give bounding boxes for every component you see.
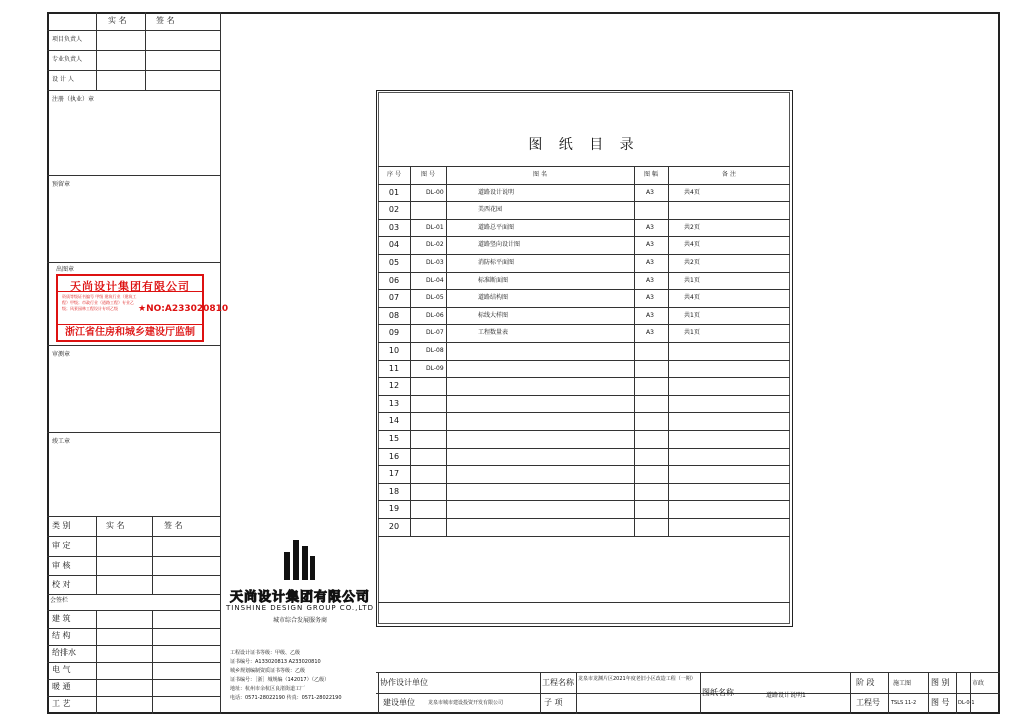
project-name-label: 工程名称 [542,678,574,687]
catalog-header: 图 幅 [644,171,658,178]
catalog-cell: 09 [388,328,400,338]
catalog-cell: 13 [388,398,400,408]
stamp-issuer: 浙江省住房和城乡建设厅监制 [65,327,195,338]
audit-label: 审 核 [52,561,71,570]
stamp-details: 资质等级证书编号 甲级 建筑行业（建筑工程）甲级；市政行业（道路工程）专业乙级；风景园林工程设计专项乙级 [62,294,137,311]
catalog-header: 图 名 [533,171,547,178]
catalog-cell: 标准断面图 [478,276,509,284]
catalog-cell: DL-00 [426,188,444,196]
company-info-1: 工程设计证书等级：甲级、乙级 [230,650,301,656]
sign-signature-header: 签 名 [164,521,183,530]
subitem-label: 子 项 [544,698,563,707]
catalog-cell: 道路总平面图 [478,223,515,231]
catalog-cell: DL-07 [426,329,444,337]
catalog-cell: DL-05 [426,294,444,302]
cs-structure: 结 构 [52,631,71,640]
drawing-no-label: 图 号 [931,698,950,707]
company-logo-icon [282,538,316,582]
project-no-label: 工程号 [856,698,880,707]
left-panel-border [220,12,221,714]
project-leader-label: 项目负责人 [52,36,83,43]
designer-label: 设 计 人 [52,76,74,83]
catalog-cell: 19 [388,504,400,514]
cs-plumbing: 给排水 [52,648,76,657]
reserved-seal-label: 预留章 [52,181,71,188]
catalog-cell: DL-08 [426,347,444,354]
catalog-cell: 共2页 [684,259,700,266]
catalog-cell: DL-04 [426,276,444,284]
catalog-cell: 共1页 [684,329,700,337]
catalog-cell: A3 [646,188,654,196]
discipline-leader-label: 专业负责人 [52,56,83,63]
approve-label: 审 定 [52,541,71,550]
stage-value: 施工图 [893,680,912,687]
catalog-cell: 消防标平面图 [478,259,515,266]
catalog-cell: 工程数量表 [478,329,509,337]
catalog-cell: DL-01 [426,223,444,231]
completion-seal-label: 竣工章 [52,438,71,445]
category-label: 图 别 [931,678,950,687]
stage-label: 阶 段 [856,678,875,687]
catalog-cell: 08 [388,310,400,320]
qualification-stamp [56,274,229,342]
catalog-cell: 11 [388,363,400,373]
signature-header: 签 名 [156,16,175,25]
catalog-cell: A3 [646,241,654,249]
catalog-cell: A3 [646,276,654,284]
real-name-header: 实 名 [108,16,127,25]
company-info-5: 地址：杭州市余杭区良渚街道工厂 [230,686,306,692]
catalog-cell: 共1页 [684,311,700,319]
issue-seal-label: 出图章 [56,266,75,273]
registration-seal-label: 注册（执业）章 [52,96,95,103]
company-info-3: 城乡规划编制资质证书等级：乙级 [230,668,306,674]
drawing-name-label: 图纸名称 [702,688,734,697]
catalog-cell: 道路设计说明 [478,188,515,196]
stamp-number: ★NO:A233020810 [138,304,229,314]
catalog-cell: A3 [646,311,654,319]
cs-process: 工 艺 [52,699,71,708]
catalog-cell: 共1页 [684,276,700,284]
title-extra-1: 市政 [972,680,985,687]
catalog-cell: 15 [388,434,400,443]
catalog-cell: 01 [388,187,400,197]
catalog-cell: A3 [646,223,654,231]
drawing-name-value: 道路设计说明1 [766,692,806,699]
catalog-cell: DL-02 [426,241,444,249]
catalog-cell: 标线大样图 [478,311,509,319]
company-name-en: TINSHINE DESIGN GROUP CO.,LTD [226,604,374,612]
review-seal-label: 审测章 [52,351,71,358]
company-info-6: 电话：0571-28022190 传真：0571-28022190 [230,695,342,701]
project-name-value: 龙泉市龙渊片区2021年度老旧小区改造工程（一期） [578,676,696,682]
catalog-header: 图 号 [421,171,435,178]
catalog-cell: 17 [388,469,400,479]
company-info-2: 证书编号：A133020813 A233020810 [230,659,321,665]
collab-unit-label: 协作设计单位 [380,678,428,687]
project-no-value: TSLS 11-2 [891,700,917,706]
build-unit-value: 龙泉市城市建设投资开发有限公司 [428,700,504,706]
catalog-cell: 共2页 [684,223,700,231]
cs-architecture: 建 筑 [52,614,71,623]
catalog-cell: DL-06 [426,311,444,319]
catalog-cell: 共4页 [684,241,700,249]
catalog-header: 序 号 [387,171,401,178]
check-label: 校 对 [52,580,71,589]
company-info-4: 证书编号：［浙］城规编（142017）（乙级） [230,677,330,683]
company-tagline: 城市综合发展服务商 [272,617,327,624]
catalog-cell: 18 [388,486,400,496]
catalog-cell: 02 [388,205,400,215]
catalog-cell: 20 [388,522,400,531]
catalog-cell: 12 [388,381,400,391]
catalog-cell: DL-03 [426,259,444,266]
catalog-cell: 16 [388,451,400,461]
cs-electrical: 电 气 [52,665,71,674]
stamp-company: 天尚设计集团有限公司 [70,280,190,293]
catalog-cell: 04 [388,240,400,250]
catalog-cell: 06 [388,275,400,285]
catalog-cell: 14 [388,416,400,426]
catalog-cell: A3 [646,329,654,337]
sign-real-name-header: 实 名 [106,521,125,530]
category-header: 类 别 [52,521,71,530]
catalog-cell: 03 [388,222,400,232]
catalog-cell: 07 [388,293,400,303]
catalog-cell: DL-09 [426,364,444,372]
catalog-cell: 共4页 [684,188,700,196]
cs-hvac: 暖 通 [52,682,71,691]
company-name-cn: 天尚设计集团有限公司 [229,590,370,605]
drawing-no-value: DL-0-1 [958,700,975,706]
catalog-cell: 道路竖向设计图 [478,241,521,249]
catalog-cell: 05 [388,258,400,267]
catalog-header: 备 注 [722,171,736,178]
countersign-label: 会签栏 [50,597,69,604]
catalog-cell: 美西花园 [478,206,503,214]
catalog-cell: 10 [388,346,400,355]
catalog-cell: A3 [646,259,654,266]
catalog-cell: 共4页 [684,294,700,302]
catalog-title: 图 纸 目 录 [528,137,640,153]
catalog-cell: A3 [646,294,654,302]
build-unit-label: 建设单位 [383,698,415,707]
catalog-cell: 道路结构图 [478,294,509,302]
